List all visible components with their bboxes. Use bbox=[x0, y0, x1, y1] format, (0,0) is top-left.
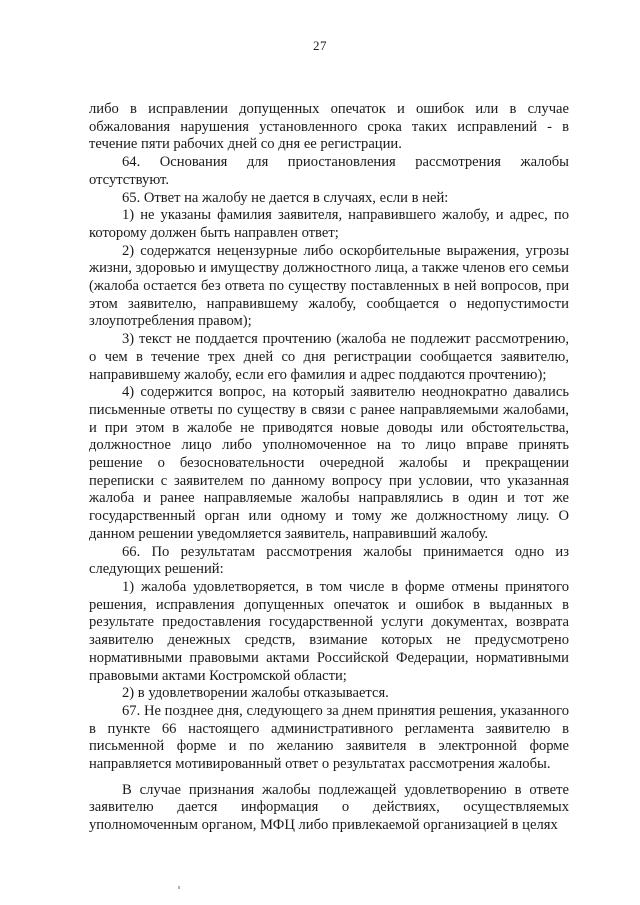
paragraph-66-item-1: 1) жалоба удовлетворяется, в том числе в форме отмены принятого решения, исправления допущенных опечаток и ошибок в выданных в результате предоставления государственной услуги документах, возврата заявителю денежных средств, взимание которых не предусмотрено нормативными правовыми актами Российской Федерации, нормативными правовыми актами Костромской области; bbox=[89, 578, 569, 684]
document-body bbox=[89, 101, 569, 835]
paragraph-67-continuation: В случае признания жалобы подлежащей удовлетворению в ответе заявителю дается информация о действиях, осуществляемых уполномоченным органом, МФЦ либо привлекаемой организацией в целях bbox=[89, 781, 569, 834]
paragraph-65-item-3: 3) текст не поддается прочтению (жалоба не подлежит рассмотрению, о чем в течение трех дней со дня регистрации сообщается заявителю, направившему жалобу, если его фамилия и адрес поддаются прочтению); bbox=[89, 331, 569, 383]
paragraph-64: 64. Основания для приостановления рассмотрения жалобы отсутствуют. bbox=[89, 154, 569, 188]
paragraph-67: 67. Не позднее дня, следующего за днем принятия решения, указанного в пункте 66 настоящего административного регламента заявителю в письменной форме и по желанию заявителя в электронной форме направляется мотивированный ответ о результатах рассмотрения жалобы. bbox=[89, 702, 569, 773]
paragraph-continuation: либо в исправлении допущенных опечаток и ошибок или в случае обжалования нарушения установленного срока таких исправлений - в течение пяти рабочих дней со дня ее регистрации. bbox=[89, 101, 569, 153]
page-number: 27 bbox=[313, 38, 327, 53]
paragraph-65: 65. Ответ на жалобу не дается в случаях, если в ней: bbox=[122, 189, 449, 206]
paragraph-66: 66. По результатам рассмотрения жалобы принимается одно из следующих решений: bbox=[89, 543, 569, 578]
paragraph-65-item-2: 2) содержатся нецензурные либо оскорбительные выражения, угрозы жизни, здоровью и имуществу должностного лица, а также членов его семьи (жалоба остается без ответа по существу поставленных в ней вопросов, при этом заявителю, направившему жалобу, сообщается о недопустимости злоупотребления правом); bbox=[89, 242, 569, 330]
paragraph-66-item-2: 2) в удовлетворении жалобы отказывается. bbox=[122, 685, 389, 702]
scan-speck bbox=[178, 886, 180, 889]
paragraph-65-item-1: 1) не указаны фамилия заявителя, направившего жалобу, и адрес, по которому должен быть направлен ответ; bbox=[89, 207, 569, 241]
paragraph-65-item-4: 4) содержится вопрос, на который заявителю неоднократно давались письменные ответы по существу в связи с ранее направляемыми жалобами, и при этом в жалобе не приводятся новые доводы или обстоятельства, должностное лицо либо уполномоченное на то лицо вправе принять решение о безосновательности очередной жалобы и прекращении переписки с заявителем по данному вопросу при условии, что указанная жалоба и ранее направляемые жалобы направлялись в один и тот же государственный орган или одному и тому же должностному лицу. О данном решении уведомляется заявитель, направивший жалобу. bbox=[89, 384, 569, 542]
